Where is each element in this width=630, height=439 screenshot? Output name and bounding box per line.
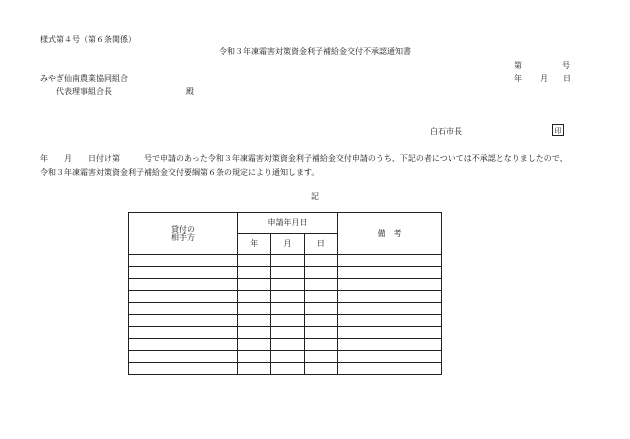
table-cell	[271, 291, 304, 303]
header-remarks: 備 考	[338, 213, 442, 255]
header-application-date: 申請年月日	[238, 213, 338, 234]
table-cell	[129, 339, 238, 351]
table-cell	[238, 291, 271, 303]
table-cell	[238, 327, 271, 339]
table-row	[129, 327, 442, 339]
table-row	[129, 255, 442, 267]
table-cell	[129, 315, 238, 327]
table-cell	[271, 363, 304, 375]
table-cell	[129, 279, 238, 291]
table-cell	[338, 315, 442, 327]
table-body	[129, 255, 442, 375]
seal-mark: 印	[552, 124, 564, 136]
table-cell	[338, 351, 442, 363]
table-cell	[238, 303, 271, 315]
table-cell	[129, 267, 238, 279]
table-row	[129, 363, 442, 375]
table-cell	[338, 291, 442, 303]
table-cell	[129, 351, 238, 363]
table-cell	[338, 327, 442, 339]
denial-table	[128, 212, 442, 375]
table-cell	[338, 279, 442, 291]
table-cell	[338, 255, 442, 267]
body-text-line-2: 令和３年凍霜害対策資金利子補給金交付要綱第６条の規定により通知します。	[40, 168, 320, 177]
table-cell	[271, 315, 304, 327]
table-cell	[238, 255, 271, 267]
table-cell	[238, 315, 271, 327]
date-year-label: 年	[514, 74, 522, 83]
table-cell	[238, 339, 271, 351]
addressee-honorific: 殿	[186, 87, 194, 96]
table-cell	[271, 255, 304, 267]
table-row	[129, 303, 442, 315]
table-row	[129, 351, 442, 363]
table-cell	[304, 351, 337, 363]
table-cell	[304, 255, 337, 267]
sender-name: 白石市長	[430, 127, 462, 136]
table-row	[129, 315, 442, 327]
date-month-label: 月	[540, 74, 548, 83]
table-cell	[129, 327, 238, 339]
addressee-representative: 代表理事組合長	[56, 87, 112, 96]
table-cell	[304, 339, 337, 351]
ki-heading: 記	[311, 192, 319, 201]
table-cell	[338, 339, 442, 351]
table-row	[129, 339, 442, 351]
table-cell	[338, 267, 442, 279]
table-row	[129, 267, 442, 279]
table-cell	[304, 315, 337, 327]
header-day: 日	[304, 234, 337, 255]
table-cell	[338, 303, 442, 315]
table-cell	[304, 327, 337, 339]
table-cell	[129, 303, 238, 315]
table-cell	[304, 267, 337, 279]
date-day-label: 日	[563, 74, 571, 83]
document-title: 令和３年凍霜害対策資金利子補給金交付不承認通知書	[219, 47, 411, 56]
table-cell	[271, 327, 304, 339]
body-text-line-1: 年 月 日付け第 号で申請のあった令和３年凍霜害対策資金利子補給金交付申請のうち、下記の者については不承認となりましたので、	[40, 154, 568, 163]
header-borrower-line1: 貸付の	[171, 224, 196, 234]
table-cell	[271, 339, 304, 351]
table-cell	[238, 351, 271, 363]
table-cell	[129, 363, 238, 375]
table-row	[129, 279, 442, 291]
addressee-organization: みやぎ仙南農業協同組合	[40, 74, 128, 83]
form-number: 様式第４号（第６条関係）	[40, 35, 136, 44]
doc-number-prefix: 第	[514, 61, 522, 70]
doc-number-suffix: 号	[562, 61, 570, 70]
table-cell	[129, 255, 238, 267]
table-cell	[238, 363, 271, 375]
table-cell	[238, 267, 271, 279]
header-year: 年	[238, 234, 271, 255]
table-cell	[304, 291, 337, 303]
table-cell	[271, 303, 304, 315]
table-cell	[271, 279, 304, 291]
table-cell	[338, 363, 442, 375]
table-cell	[304, 279, 337, 291]
table-cell	[238, 279, 271, 291]
table-row	[129, 291, 442, 303]
table-cell	[271, 267, 304, 279]
table-cell	[304, 303, 337, 315]
table-cell	[304, 363, 337, 375]
header-month: 月	[271, 234, 304, 255]
table-cell	[129, 291, 238, 303]
header-borrower-line2: 相手方	[171, 232, 196, 242]
header-borrower	[129, 213, 238, 255]
table-cell	[271, 351, 304, 363]
